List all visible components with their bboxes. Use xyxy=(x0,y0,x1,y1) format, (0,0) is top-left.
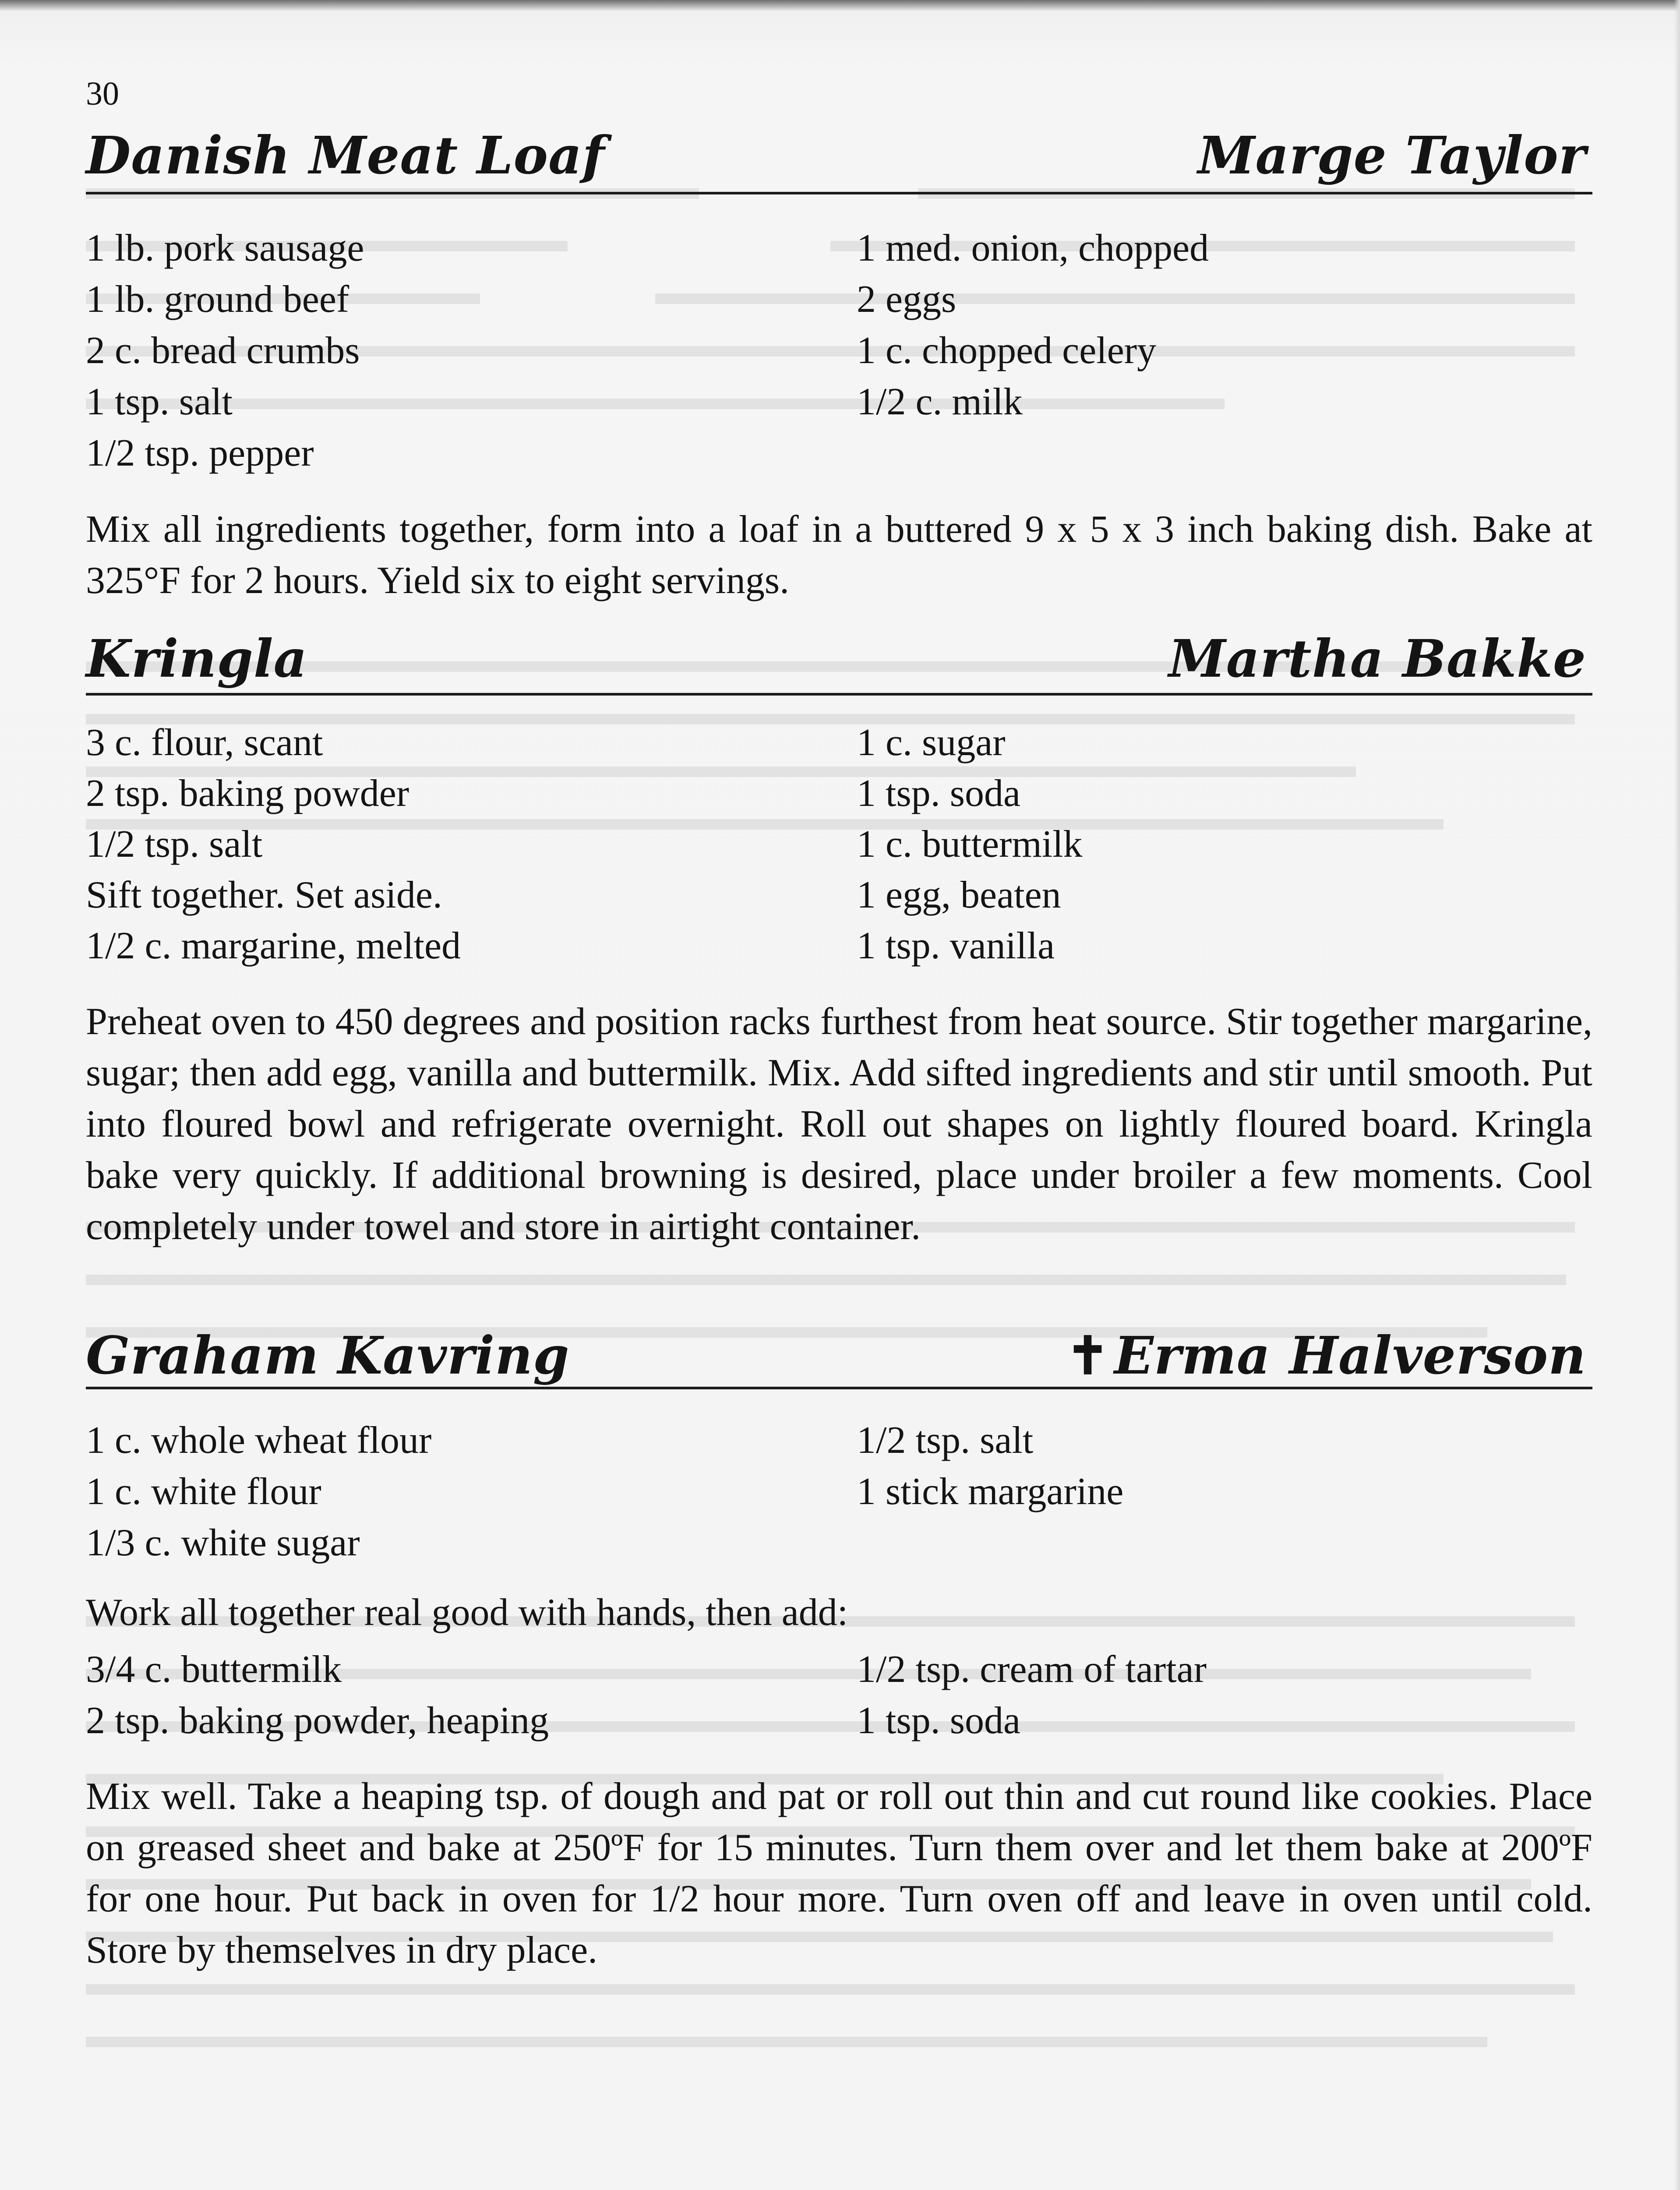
ingredient: 1 tsp. soda xyxy=(857,1699,1020,1742)
ingredient: 1 tsp. vanilla xyxy=(857,925,1055,967)
ingredient: 2 tsp. baking powder xyxy=(86,772,409,815)
ingredient: 2 tsp. baking powder, heaping xyxy=(86,1699,549,1742)
recipe-author: Marge Taylor xyxy=(1197,125,1586,186)
page-number: 30 xyxy=(86,75,119,112)
title-rule xyxy=(86,1387,1592,1389)
ingredient: 1/3 c. white sugar xyxy=(86,1522,360,1564)
ingredient: 1 med. onion, chopped xyxy=(857,227,1209,269)
ingredient: 1 lb. ground beef xyxy=(86,278,349,321)
ingredient: 1 c. chopped celery xyxy=(857,329,1157,372)
mid-instruction: Work all together real good with hands, then add: xyxy=(86,1591,848,1634)
recipe-title: Graham Kavring xyxy=(86,1325,570,1386)
ingredient: 3 c. flour, scant xyxy=(86,721,323,764)
scan-top-edge xyxy=(0,0,1680,11)
recipe-title: Kringla xyxy=(86,628,308,689)
ingredient: 1/2 tsp. pepper xyxy=(86,432,314,474)
ingredient: 1 c. buttermilk xyxy=(857,823,1083,865)
title-rule xyxy=(86,693,1592,696)
cross-icon: ✝ xyxy=(1066,1325,1110,1386)
ingredient: 2 eggs xyxy=(857,278,956,321)
scan-right-edge xyxy=(1674,0,1680,2190)
ingredient: 1 c. whole wheat flour xyxy=(86,1419,432,1462)
ingredient: 1/2 tsp. cream of tartar xyxy=(857,1648,1207,1691)
ingredient: 1/2 tsp. salt xyxy=(86,823,263,865)
recipe-author: Martha Bakke xyxy=(1168,628,1586,689)
ingredient: 1 stick margarine xyxy=(857,1470,1124,1513)
ingredient: 1/2 c. milk xyxy=(857,381,1023,423)
recipe-author-line xyxy=(1066,1325,1586,1386)
ingredient: 1 egg, beaten xyxy=(857,874,1061,916)
ingredient: 1/2 tsp. salt xyxy=(857,1419,1034,1462)
ingredient: 1 c. sugar xyxy=(857,721,1006,764)
ingredient: 1 c. white flour xyxy=(86,1470,321,1513)
ingredient: 1 lb. pork sausage xyxy=(86,227,364,269)
ingredient: 1 tsp. salt xyxy=(86,381,233,423)
title-rule xyxy=(86,192,1592,194)
directions: Preheat oven to 450 degrees and position racks furthest from heat source. Stir together margarine, sugar; then add egg, vanilla and buttermilk. Mix. Add sifted ingredients and stir until smooth. Put into floured bowl and refrigerate overnight. Roll out shapes on lightly floured board. Kringla bake very quickly. If additional browning is desired, place under broiler a few moments. Cool completely under towel and store in airtight container. xyxy=(86,1000,1592,1248)
directions: Mix well. Take a heaping tsp. of dough and pat or roll out thin and cut round like cookies. Place on greased sheet and bake at 250ºF for 15 minutes. Turn them over and let them bake at 200ºF for one hour. Put back in oven for 1/2 hour more. Turn oven off and leave in oven until cold. Store by themselves in dry place. xyxy=(86,1775,1592,1971)
ingredient: 1/2 c. margarine, melted xyxy=(86,925,461,967)
ingredient-note: Sift together. Set aside. xyxy=(86,874,442,916)
directions: Mix all ingredients together, form into a loaf in a buttered 9 x 5 x 3 inch baking dish. Bake at 325°F for 2 hours. Yield six to eight servings. xyxy=(86,508,1592,602)
recipe-title: Danish Meat Loaf xyxy=(86,125,605,186)
ingredient: 3/4 c. buttermilk xyxy=(86,1648,342,1691)
ingredient: 2 c. bread crumbs xyxy=(86,329,360,372)
recipe-author: Erma Halverson xyxy=(1114,1325,1586,1386)
ingredient: 1 tsp. soda xyxy=(857,772,1020,815)
